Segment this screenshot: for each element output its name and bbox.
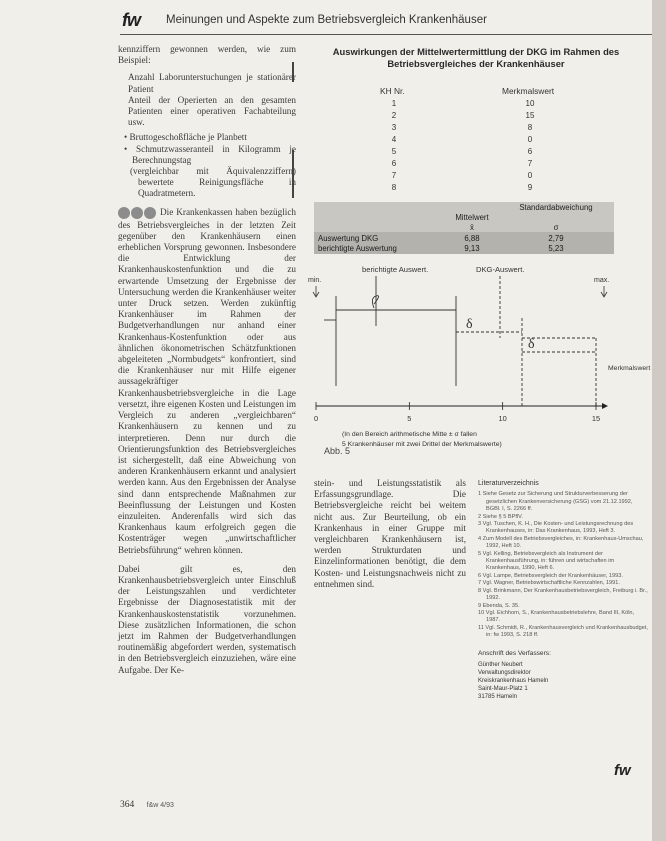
journal-logo: fw bbox=[122, 10, 140, 30]
section-dots-icon bbox=[118, 206, 156, 220]
page-header bbox=[108, 10, 648, 32]
sigma-mark: δ bbox=[528, 337, 535, 352]
stats-header-sd-symbol: σ bbox=[553, 223, 559, 232]
indicator-item: Anzahl Laborunterstuchungen je stationärer Patient bbox=[128, 72, 296, 94]
table-row-value: 10 bbox=[525, 99, 535, 108]
journal-issue: f&w 4/93 bbox=[146, 802, 174, 809]
page-footer bbox=[120, 800, 184, 810]
stats-row1-sd: 2,79 bbox=[548, 234, 564, 243]
left-column bbox=[118, 44, 296, 676]
page-edge-shadow bbox=[652, 0, 666, 841]
table-row-kh: 6 bbox=[391, 159, 397, 168]
footnote-item: 2 Siehe § 5 BPflV. bbox=[478, 513, 523, 520]
col-header-value: Merkmalswert bbox=[502, 86, 555, 96]
footnote-item: 6 Vgl. Lampe, Betriebsvergleich der Krankenhäuser, 1993. bbox=[478, 572, 623, 579]
intro-text: kennziffern gewonnen werden, wie zum Beispiel: bbox=[118, 44, 296, 66]
figure-box bbox=[306, 46, 651, 448]
bullet-item: (vergleichbar mit Äquivalenzziffern) bewertete Reinigungsfläche in Quadratmetern. bbox=[130, 166, 296, 199]
label-min: min. bbox=[308, 277, 322, 284]
paragraph-2: Dabei gilt es, den Krankenhausbetriebsvergleich unter Einschluß der Leistungszahlen und verdichteter Ergebnisse der Diagnosestatistik mit der Krankenhauskostenstatistik vorzunehmen. Diese zusätzlichen Informationen, die schon jetzt im Rahmen der Budgetverhandlungen routinemäßig abgefordert werden, systematisch in den Betriebsvergleich einzuziehen, wäre eine Aufgabe. Der Ke- bbox=[118, 563, 296, 675]
footnote-item: 5 Vgl. Kelling, Betriebsvergleich als Instrument der Krankenhausführung, in: führen und wirtschaften im Krankenhaus, 1990, Heft 6. bbox=[478, 550, 615, 572]
page-number: 364 bbox=[120, 800, 135, 810]
bullet-item: • Bruttogeschoßfläche je Planbett bbox=[124, 132, 247, 143]
table-row-kh: 7 bbox=[391, 171, 397, 180]
figure-title: Auswirkungen der Mittelwertermittlung der DKG im Rahmen des Betriebsvergleiches der Krankenhäuser bbox=[332, 46, 620, 69]
label-corrected: berichtigte Auswert. bbox=[362, 265, 429, 274]
stats-header-mean-symbol: x̄ bbox=[470, 223, 474, 232]
stats-row1-mean: 6,88 bbox=[464, 234, 480, 243]
address-line: 31785 Hameln bbox=[478, 693, 518, 700]
figure-graphic bbox=[306, 76, 651, 462]
x-axis-label: Merkmalswert bbox=[608, 365, 651, 372]
table-row-value: 7 bbox=[527, 159, 533, 168]
address-line: Kreiskrankenhaus Hameln bbox=[478, 677, 549, 684]
author-address bbox=[478, 650, 648, 701]
legend-line-1: (In den Bereich arithmetische Mitte ± σ fallen bbox=[342, 431, 477, 438]
sigma-mark: δ bbox=[466, 317, 473, 332]
paragraph-1: Die Krankenkassen haben bezüglich des Betriebsvergleiches in der letzten Zeit gegenüber den Krankenhäusern einen erheblichen Vorsprung gewonnen. Insbesondere die Entwicklung der Krankenhauskostenfunktion und die zu erwartende Umsetzung der Ergebnisse der Untersuchung werden die Krankenhäuser weiter unter Druck setzen. Werden zukünftig Krankenhäuser im Rahmen der Budgetverhandlungen nur anhand einer Krankenhaus-Kostenfunktion oder aus ähnlichen ökonometrischen Schätzfunktionen abgeleiteten „Normbudgets“ konfrontiert, sind die Krankenhäuser nur mit Hilfe eigener aussagekräftiger Krankenhausbetriebsvergleiche in die Lage versetzt, ihre eigenen Kosten und Leistungen im Vergleich zu anderen „vergleichbaren“ Krankenhäusern zu kennen und zu interpretieren. Denn nur durch die Orientierungsfunktion des Betriebsvergleiches ist sichergestellt, daß eine Abweichung von anderen Krankenhäusern erkannt und analysiert werden kann. Aus den Ergebnissen der Analyse sind dann entsprechende Maßnahmen zur Beeinflussung der Leistungen und Kosten einzuleiten. Anderenfalls wird sich das Krankenhaus kaum erfolgreich gegen die Kostenträger wegen „unwirtschaftlicher Betriebsführung“ wehren können. bbox=[118, 206, 296, 555]
axis-tick-label: 10 bbox=[498, 414, 507, 423]
table-row-value: 8 bbox=[527, 123, 533, 132]
footnote-item: 11 Vgl. Schmidt, R., Krankenhausvergleich und Krankenhausbudget, in: fw 1993, S. 218 ff. bbox=[478, 624, 648, 639]
value-table bbox=[392, 99, 535, 192]
figure-caption: Abb. 5 bbox=[324, 446, 351, 456]
axis-tick-label: 0 bbox=[313, 414, 319, 423]
col-header-kh: KH Nr. bbox=[380, 86, 405, 96]
indicator-list bbox=[118, 72, 296, 128]
corrected-range bbox=[324, 276, 456, 386]
label-max: max. bbox=[594, 277, 610, 284]
address-line: Günther Neubert bbox=[478, 661, 523, 668]
header-rule bbox=[120, 34, 652, 35]
indicator-item: Anteil der Operierten an den gesamten Patienten einer operativen Fachabteilung usw. bbox=[128, 94, 296, 128]
stats-header-sd: Standardabweichung bbox=[519, 203, 593, 212]
table-row-value: 15 bbox=[525, 111, 535, 120]
bullet-list bbox=[118, 132, 296, 199]
table-row-value: 0 bbox=[527, 171, 533, 180]
stats-header-mean: Mittelwert bbox=[455, 213, 489, 222]
address-label: Anschrift des Verfassers: bbox=[478, 649, 551, 657]
stats-row2-sd: 5,23 bbox=[548, 244, 564, 253]
axis-tick-label: 5 bbox=[407, 414, 412, 423]
table-row-kh: 4 bbox=[391, 135, 397, 144]
mid-column: stein- und Leistungsstatistik als Erfassungsgrundlage. Die Betriebsvergleiche reicht bei weitem nicht aus. Zur Beurteilung, ob ein Krankenhaus in einer Gruppe mit vergleichbaren Krankenhäusern ist, werden Strukturdaten und Einzelinformationen benötigt, die dem Kosten- und Leistungsnachweis nicht zu entnehmen sind. bbox=[314, 478, 466, 589]
label-dkg: DKG-Auswert. bbox=[476, 265, 525, 274]
stats-row2-mean: 9,13 bbox=[464, 244, 480, 253]
footnote-item: 3 Vgl. Tuschen, K. H., Die Kosten- und Leistungsrechnung des Krankenhauses, in: Das Krankenhaus, 1993, Heft 3. bbox=[478, 521, 634, 535]
footnote-list bbox=[478, 491, 648, 639]
footnote-item: 9 Ebenda, S. 35. bbox=[478, 602, 520, 609]
table-row-kh: 5 bbox=[391, 147, 397, 156]
legend-line-2: 5 Krankenhäuser mit zwei Drittel der Merkmalswerte) bbox=[342, 441, 502, 448]
table-row-kh: 8 bbox=[391, 183, 397, 192]
footnotes bbox=[478, 480, 648, 701]
table-row-value: 0 bbox=[527, 135, 533, 144]
table-row-value: 6 bbox=[527, 147, 533, 156]
footnote-item: 4 Zum Modell des Betriebsvergleiches, in: Krankenhaus-Umschau, 1992, Heft 10. bbox=[478, 535, 644, 550]
footnote-item: 10 Vgl. Eichhorn, S., Krankenhausbetriebslehre, Band III, Köln, 1987. bbox=[478, 609, 635, 624]
axis-ticks bbox=[314, 402, 600, 423]
table-row-value: 9 bbox=[527, 183, 533, 192]
footnotes-title: Literaturverzeichnis bbox=[478, 480, 539, 487]
end-logo: fw bbox=[614, 762, 631, 779]
footnote-item: 1 Siehe Gesetz zur Sicherung und Strukturverbesserung der gesetzlichen Krankenversicherung (GSG) vom 21.12.1992, BGBl. I, S. 2266 ff. bbox=[478, 491, 633, 513]
table-row-kh: 1 bbox=[391, 99, 397, 108]
table-row-kh: 3 bbox=[391, 123, 397, 132]
dkg-range bbox=[456, 276, 596, 406]
axis-tick-label: 15 bbox=[591, 414, 601, 423]
footnote-item: 8 Vgl. Brinkmann, Der Krankenhausbetriebsvergleich, Freiburg i. Br., 1992. bbox=[478, 587, 648, 602]
address-line: Saint-Maur-Platz 1 bbox=[478, 685, 528, 692]
header-title: Meinungen und Aspekte zum Betriebsvergleich Krankenhäuser bbox=[166, 14, 487, 26]
stats-row1-label: Auswertung DKG bbox=[318, 234, 379, 243]
footnote-item: 7 Vgl. Wagner, Betriebswirtschaftliche Kennzahlen, 1991. bbox=[478, 580, 620, 587]
address-line: Verwaltungsdirektor bbox=[478, 669, 531, 676]
stats-row2-label: berichtigte Auswertung bbox=[318, 244, 397, 253]
table-row-kh: 2 bbox=[391, 111, 397, 120]
bullet-item: • Schmutzwasseranteil in Kilogramm je Berechnungstag bbox=[124, 143, 297, 165]
